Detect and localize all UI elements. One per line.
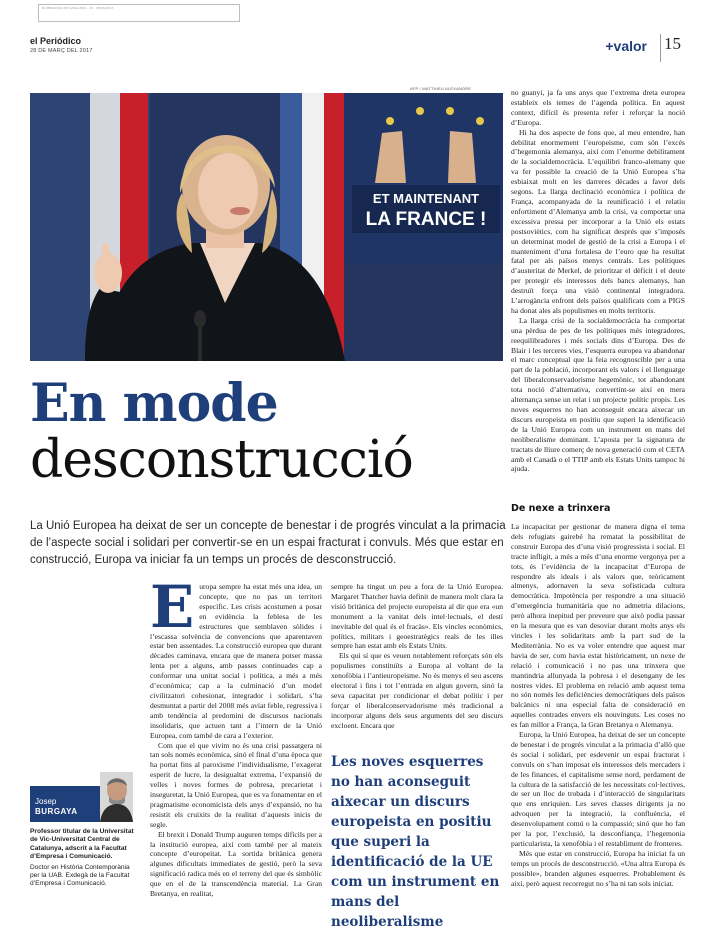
subhead: De nexe a trinxera — [511, 503, 611, 514]
dropcap: E — [150, 582, 195, 641]
archive-stamp: EL PERIÓDICO DE CATALUNYA · 15 · 28/03/2017 — [38, 4, 240, 22]
photo-credit: AFP / MATTHIEU ALEXANDRE — [410, 86, 472, 91]
headline — [30, 373, 413, 490]
body-column-3 — [511, 88, 685, 496]
paragraph: Com que el que vivim no és una crisi passatgera ni tan sols només econòmica, sinó el final d’una època que ha portat fins al paroxisme l’individualisme, l’exagerat esperit de lucre, la desigualtat extrema, l’expansió de velles i noves formes de pobresa, precarietat i inseguretat, la Unió Europea, que es va fonamentar en el pragmatisme economicista dels anys d’expansió, no ha resistit els cruixits de la realitat d’aquests inicis de segle. — [150, 740, 322, 829]
body-column-1 — [150, 582, 322, 912]
paragraph: La llarga crisi de la socialdemocràcia ha comportat una pèrdua de pes de les polítiques més integradores, reequilibradores i més socials dins d’Europa. Des de Blair i les terceres vies, l’esquerra europea va abandonar el marc conceptual que la feia recognoscible per a una part de la població, incorporant els valors i el llenguatge del liberalconservadorisme hegemònic, tot abandonant tota noció d’alternativa, convertint-se així en mera alternança sense un relat i un projecte polític propis. Les noves esquerres no han aconseguit encara aixecar un discurs europeista en positiu que superi la identificació de la Unió Europea com un instrument en mans del neoliberalisme dominant. L’aposta per la signatura de tractats de lliure comerç de nova generació com el CETA amb el Canadà o el TTIP amb els Estats Units tampoc hi ajuda. — [511, 315, 685, 474]
author-role: Professor titular de la Universitat de Vic-Universitat Central de Catalunya, adscrit a la Facultat d’Empresa i Comunicació. — [30, 828, 134, 861]
masthead — [30, 36, 93, 54]
author-first-name: Josep — [35, 797, 57, 806]
paragraph: no guanyi, ja fa uns anys que l’extrema dreta europea estableix els temes de l’agenda política. En aquest context, difícil és presenta refer i reforçar la noció d’Europa. — [511, 88, 685, 127]
body-column-2 — [331, 582, 503, 744]
page-number: 15 — [664, 34, 681, 53]
headline-line-2: desconstrucció — [30, 430, 413, 490]
author-last-name: BURGAYA — [35, 807, 78, 816]
paragraph: Els qui sí que es veuen notablement reforçats són els populismes constituïts a Europa al voltant de la xenofòbia i l’antieuropeisme. No és menys el seu ascens electoral i fins i tot l’entrada en algun govern, sinó la seva capacitat per condicionar el debat polític i per forçar el liberalconservadorisme més tradicional a incorporar alguns dels seus arguments del seu discurs excloent. Encara que — [331, 651, 503, 730]
page-number-divider — [660, 34, 661, 62]
headline-line-1: En mode — [30, 373, 278, 434]
lead-photo-illustration — [30, 93, 503, 361]
paragraph: El brexit i Donald Trump auguren temps difícils per a la institució europea, així com també per al mateix concepte d’europeitat. La sortida britànica genera algunes dificultats immediates de gestió, però la seva significació radica més en el terreny del que és simbòlic que en el de la transcendència material. La Gran Bretanya, en realitat, — [150, 829, 322, 899]
paragraph: Hi ha dos aspecte de fons que, al meu entendre, han debilitat enormement l’europeisme, com són l’excés d’hegemonia alemanya, així com l’enorme debilitament de la socialdemocràcia. L’equilibri franco-alemany que va fer possible la creació de la Unió Europea s’ha esbiaixat molt en les darreres dècades a favor dels segons. La llarga declinació econòmica i política de França, acompanyada de la reunificació i el relatiu enfortiment d’Alemanya amb la crisi, va comportar una excessiva pressa per incorporar a la Unió els estats postsoviètics, com ha significat després que s’imposés un determinat model de gestió de la crisi a Europa i el manteniment d’una fortalesa de l’euro que ha resultat fatal per als països menys centrals. Les polítiques d’austeritat de Merkel, de prioritzar el dèficit i el deute per protegir els interessos dels bancs alemanys, han destruït força una visió continental integradora. L’arrogància enfront dels països qualificats com a PIGS ha donat ales als populismes en molts territoris. — [511, 127, 685, 315]
paragraph: Més que estar en construcció, Europa ha iniciat fa un temps un procés de desconstrucció. «Una altra Europa és possible», branden algunes esquerres. Probablement és així, però aquest recorregut no s’ha ni tan sols iniciat. — [511, 848, 685, 888]
pull-quote: Les noves esquerres no han aconseguit aixecar un discurs europeista en positiu que superi la identificació de la UE com un instrument en mans del neoliberalisme — [331, 754, 500, 930]
author-bio — [30, 828, 138, 889]
paragraph: sempre ha tingut un peu a fora de la Unió Europea. Margaret Thatcher havia definit de manera molt clara la visió britànica del projecte europeista al dir que era «un monument a la vanitat dels intel·lectuals, el destí inevitable del qual és el fracàs». Els vincles econòmics, polítics, militars i geoestratègics reals de les illes sempre han estat amb els Estats Units. — [331, 582, 503, 651]
paragraph: uropa sempre ha estat més una idea, un concepte, que no pas un territori específic. Les crisis acostumen a posar en evidència la feblesa de les estructures que semblaven sòlides i l’escassa solvència de convencions que aparentaven estar ben assentades. La construcció europea que durant dècades caminava, encara que de manera potser massa lenta per a alguns, amb passes continuades cap a conformar una unitat social i política, a més a més d’econòmica; cap a la culminació d’un model civilitzatori cohesionat, integrador i solidari, s’ha desmuntat a partir del 2008 més aviat feble, regressiva i amb tendència al predomini de discursos nacionals insolidaris, que actuen tant a l’intern de la Unió Europea, com també de cara a l’exterior. — [150, 582, 322, 740]
section-label: +valor — [605, 38, 647, 54]
paragraph: La incapacitat per gestionar de manera digna el tema dels refugiats gairebé ha rematat la possibilitat de construir Europa des d’una visió progressista i social. El tracte infligit, a més a més d’una enorme vergonya per a tots, és l’evidència de la incapacitat d’Europa de respondre als ideals i als valors que, teòricament almenys, adornaven la seva sofisticada cultura democràtica. Impotència per respondre a una situació d’emergència humanitària que no admetria dilacions, però alhora inepitud per preveure que això podia passar en la mesura que es van desoviar durant molts anys els vincles i les solidaritats amb la part sud de la Mediterrània. No es va voler entendre que aquest mar havia de ser, com havia estat històricament, un nexe de relació i comunicació i no pas una trinxera que mantindria allunyada la pobresa i el desengany de les nostres vides. El problema en relació amb aquest tema no són només les deficiències democràtiques dels països balcànics ni una especial falta de consideració en aquelles contrades envers els nouvinguts. Les coses no es fan millor a França, la Gran Bretanya o Alemanya. — [511, 522, 685, 730]
issue-date: 28 DE MARÇ DEL 2017 — [30, 48, 93, 54]
author-credentials: Doctor en Història Contemporània per la UAB. Exdegà de la Facultat d’Empresa i Comunicació. — [30, 863, 130, 888]
standfirst: La Unió Europea ha deixat de ser un concepte de benestar i de progrés vinculat a la primacia de l’aspecte social i solidari per convertir-se en un espai fracturat i convuls. Més que estar en construcció, Europa va iniciar fa un temps un procés de desconstrucció. — [30, 520, 506, 566]
lead-photo — [30, 93, 503, 361]
author-avatar — [100, 772, 133, 822]
poster-line-2: LA FRANCE ! — [365, 209, 487, 230]
paper-name: el Periódico — [30, 36, 82, 46]
body-column-4 — [511, 522, 685, 930]
paragraph: Europa, la Unió Europea, ha deixat de ser un concepte de benestar i de progrés vinculat a la primacia d’allò que és social i solidari, per esdevenir un espai fracturat i convuls on s’han imposat els interessos dels mercaders i de les finances, el capitalisme sense nord, perdament de la cultura de la satisfacció de les necessitats col·lectives, de ser un lloc de trobada i d’interacció de singularitats que ens enriquien. Les seves classes dirigents ja no advoquen per la integració, la confluència, el desenvolupament comú o la compassió; sinó que ho fan per la por, l’exclusió, la desconfiança, l’hegemonia particularista, la xenofòbia i el restabliment de fronteres. — [511, 730, 685, 848]
poster-line-1: ET MAINTENANT — [372, 191, 480, 206]
